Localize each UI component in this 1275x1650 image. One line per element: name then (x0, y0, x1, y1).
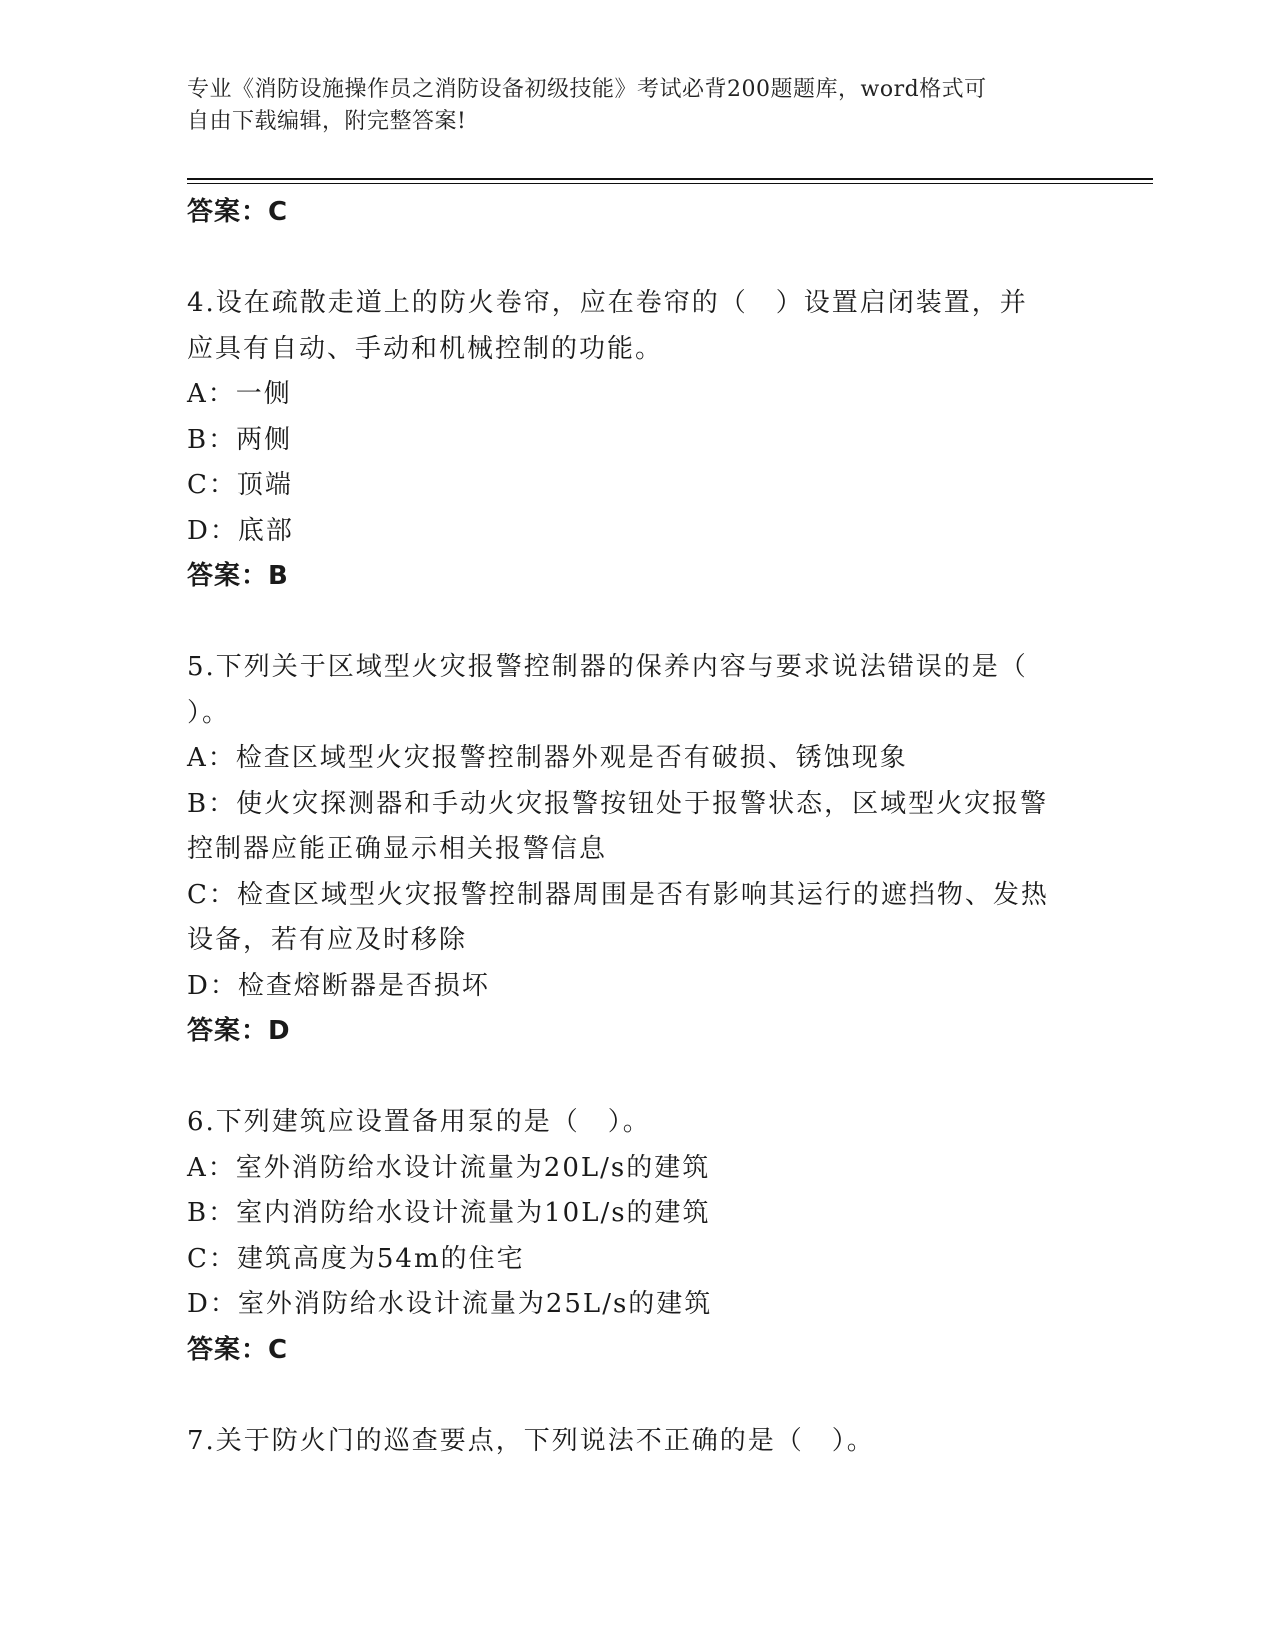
question-6-option-c: C：建筑高度为54m的住宅 (187, 1243, 525, 1274)
header-rule-thick (187, 178, 1153, 180)
header-line-1: 专业《消防设施操作员之消防设备初级技能》考试必背200题题库，word格式可 (187, 77, 987, 102)
question-4-option-b: B：两侧 (187, 424, 293, 455)
question-content (187, 190, 1087, 1464)
spacer (187, 600, 1087, 646)
question-4-answer: 答案：B (187, 561, 289, 591)
question-4-option-a: A：一侧 (187, 379, 292, 409)
question-5-option-b-line-2: 控制器应能正确显示相关报警信息 (187, 834, 608, 864)
question-4-option-d: D：底部 (187, 515, 294, 546)
question-6-option-d: D：室外消防给水设计流量为25L/s的建筑 (187, 1289, 713, 1319)
page-header (187, 74, 1067, 138)
question-5-option-c-line-2: 设备，若有应及时移除 (187, 925, 468, 955)
question-6-answer: 答案：C (187, 1334, 289, 1365)
question-5-option-a: A：检查区域型火灾报警控制器外观是否有破损、锈蚀现象 (187, 743, 908, 773)
question-4-option-c: C：顶端 (187, 470, 293, 500)
question-4 (187, 281, 1087, 600)
spacer (187, 1055, 1087, 1101)
question-7-stem-line-1: 7.关于防火门的巡查要点，下列说法不正确的是（ ）。 (187, 1425, 875, 1456)
question-4-stem-line-2: 应具有自动、手动和机械控制的功能。 (187, 333, 664, 364)
question-6-option-b: B：室内消防给水设计流量为10L/s的建筑 (187, 1198, 711, 1228)
question-5-option-c-line-1: C：检查区域型火灾报警控制器周围是否有影响其运行的遮挡物、发热 (187, 879, 1049, 910)
question-5-stem-line-2: ）。 (187, 697, 231, 728)
answer-previous: 答案：C (187, 197, 289, 227)
question-5 (187, 645, 1087, 1055)
spacer (187, 1373, 1087, 1419)
question-7 (187, 1419, 1087, 1465)
question-5-option-d: D：检查熔断器是否损坏 (187, 970, 490, 1001)
question-6-stem-line-1: 6.下列建筑应设置备用泵的是（ ）。 (187, 1107, 651, 1137)
spacer (187, 236, 1087, 282)
header-rule-thin (187, 183, 1153, 184)
question-6 (187, 1100, 1087, 1373)
question-4-stem-line-1: 4.设在疏散走道上的防火卷帘，应在卷帘的（ ）设置启闭装置，并 (187, 288, 1028, 318)
header-line-2: 自由下载编辑，附完整答案! (187, 109, 467, 134)
question-5-answer: 答案：D (187, 1016, 291, 1046)
question-5-option-b-line-1: B：使火灾探测器和手动火灾报警按钮处于报警状态，区域型火灾报警 (187, 788, 1049, 819)
question-5-stem-line-1: 5.下列关于区域型火灾报警控制器的保养内容与要求说法错误的是（ (187, 652, 1028, 682)
question-6-option-a: A：室外消防给水设计流量为20L/s的建筑 (187, 1152, 711, 1183)
